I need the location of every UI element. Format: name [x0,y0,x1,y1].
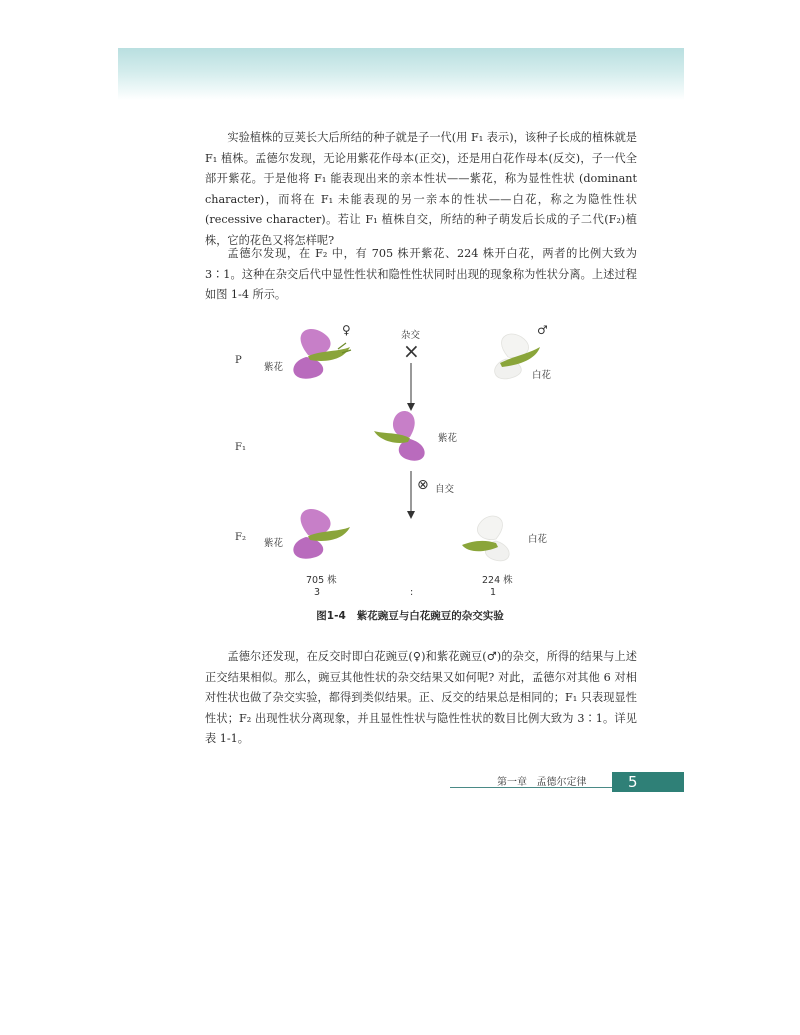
purple-flower-f2 [278,505,358,567]
gen-label-p: P [235,355,242,366]
arrow-p-to-f1 [406,363,416,411]
paragraph-1: 实验植株的豆荚长大后所结的种子就是子一代(用 F₁ 表示)，该种子长成的植株就是 F₁ 植株。孟德尔发现，无论用紫花作母本(正交)，还是用白花作母本(反交)，子一代全部开紫花。于是他将 F₁ 能表现出来的亲本性状——紫花，称为显性性状 (dominant character)，而将在 F₁ 未能表现的另一亲本的性状——白花，称之为隐性性状(recessive character)。若让 F₁ 植株自交，所结的种子萌发后长成的子二代(F₂)植株，它的花色又将怎样呢? [205,131,637,247]
label-purple-p: 紫花 [264,362,284,373]
ratio-white: 1 [490,587,497,598]
label-white-p: 白花 [532,370,552,381]
gen-label-f2: F₂ [235,532,246,543]
female-symbol: ♀ [342,323,351,337]
label-cross: 杂交 [401,330,421,341]
paragraph-2: 孟德尔发现，在 F₂ 中，有 705 株开紫花、224 株开白花，两者的比例大致为 3∶1。这种在杂交后代中显性性状和隐性性状同时出现的现象称为性状分离。上述过程如图 1-4 所示。 [205,247,637,301]
figure-1-4 [220,325,600,635]
label-self: 自交 [435,484,455,495]
gen-label-f1: F₁ [235,442,246,453]
white-flower-f2 [460,511,530,569]
count-purple: 705 株 [306,575,337,586]
ratio-separator: : [410,587,414,598]
paragraph-3: 孟德尔还发现，在反交时即白花豌豆(♀)和紫花豌豆(♂)的杂交，所得的结果与上述正交结果相似。那么，豌豆其他性状的杂交结果又如何呢? 对此，孟德尔对其他 6 对相对性状也做了杂交实验，都得到类似结果。正、反交的结果总是相同的；F₁ 只表现显性性状；F₂ 出现性状分离现象，并且显性性状与隐性性状的数目比例大致为 3∶1。详见表 1-1。 [205,650,637,745]
figure-caption: 图1-4 紫花豌豆与白花豌豆的杂交实验 [316,610,504,622]
page-number: 5 [628,773,638,791]
self-cross-symbol: ⊗ [417,477,429,493]
label-white-f2: 白花 [528,534,548,545]
header-band [118,48,684,100]
male-symbol: ♂ [537,323,548,337]
cross-symbol: × [403,339,420,363]
arrow-f1-to-f2 [406,471,416,519]
footer-chapter-title: 第一章 孟德尔定律 [497,777,587,788]
page-number-box [612,772,684,792]
label-purple-f1: 紫花 [438,433,458,444]
ratio-purple: 3 [314,587,321,598]
label-purple-f2: 紫花 [264,538,284,549]
count-white: 224 株 [482,575,513,586]
